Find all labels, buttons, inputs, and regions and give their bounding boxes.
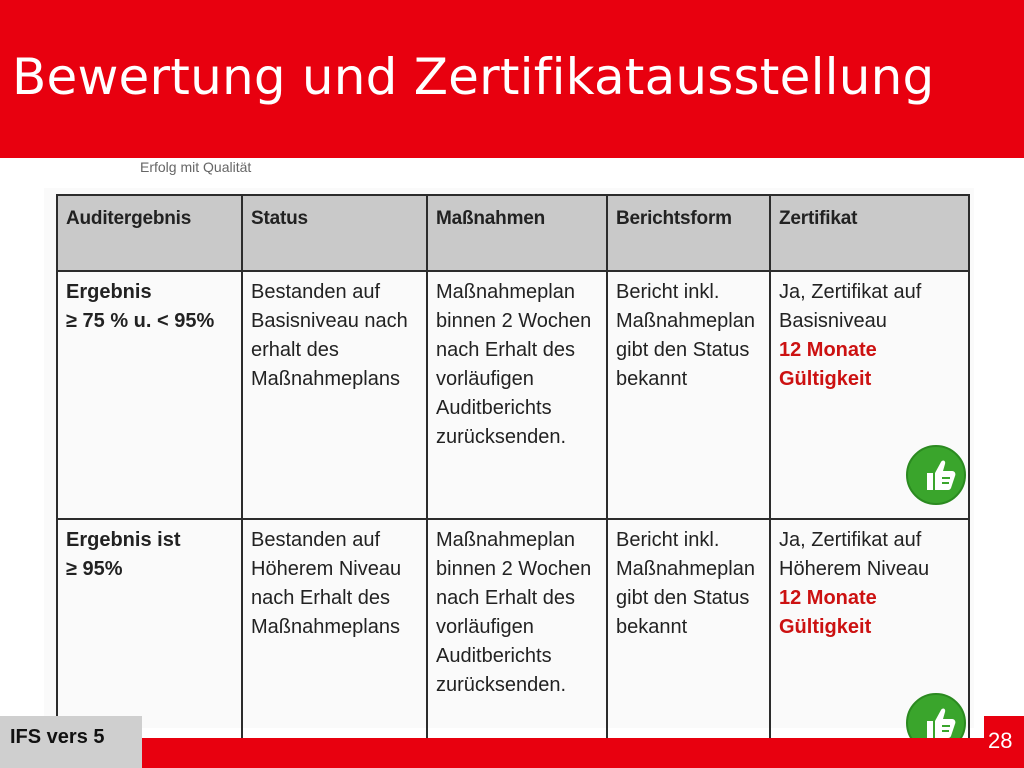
cell-massnahmen-line: Maßnahmeplan: [436, 529, 575, 551]
cell-zertifikat: [770, 271, 969, 519]
thumbs-up-icon: [906, 444, 966, 506]
cell-berichtsform-line: Maßnahmeplan: [616, 558, 755, 580]
validity-line: Gültigkeit: [779, 368, 872, 390]
cell-status-line: Basisniveau nach: [251, 310, 408, 332]
cell-massnahmen-line: Auditberichts: [436, 397, 552, 419]
validity-line: Gültigkeit: [779, 616, 872, 638]
cell-massnahmen-line: Auditberichts: [436, 645, 552, 667]
cell-massnahmen-line: zurücksenden.: [436, 426, 567, 448]
cell-berichtsform: [607, 271, 770, 519]
cell-massnahmen-line: Maßnahmeplan: [436, 281, 575, 303]
cell-zertifikat: [770, 519, 969, 767]
header-berichtsform: Berichtsform: [607, 195, 770, 271]
cell-massnahmen-line: vorläufigen: [436, 368, 534, 390]
slide-title: Bewertung und Zertifikatausstellung: [12, 48, 935, 106]
cell-status: [242, 271, 427, 519]
cell-zertifikat-line: Höherem Niveau: [779, 558, 930, 580]
table-row: [57, 519, 969, 767]
cell-berichtsform-line: bekannt: [616, 368, 688, 390]
cell-berichtsform-line: Bericht inkl.: [616, 281, 720, 303]
cell-berichtsform-line: gibt den Status: [616, 587, 750, 609]
validity-line: 12 Monate: [779, 587, 877, 609]
header-zertifikat: Zertifikat: [770, 195, 969, 271]
cell-status-line: Bestanden auf: [251, 281, 380, 303]
cell-auditergebnis-line: Ergebnis: [66, 281, 152, 303]
cell-massnahmen: [427, 271, 607, 519]
cell-berichtsform: [607, 519, 770, 767]
cell-zertifikat-line: Ja, Zertifikat auf: [779, 529, 922, 551]
table-row: [57, 271, 969, 519]
validity-line: 12 Monate: [779, 339, 877, 361]
cell-massnahmen-line: nach Erhalt des: [436, 339, 575, 361]
cell-massnahmen-line: binnen 2 Wochen: [436, 558, 592, 580]
cell-status-line: Maßnahmeplans: [251, 616, 400, 638]
table-header-row: [57, 195, 969, 271]
cell-massnahmen: [427, 519, 607, 767]
cell-status-line: Bestanden auf: [251, 529, 380, 551]
footer-bar: [142, 738, 1024, 768]
cell-zertifikat-line: Basisniveau: [779, 310, 887, 332]
cell-massnahmen-line: nach Erhalt des: [436, 587, 575, 609]
cell-massnahmen-line: zurücksenden.: [436, 674, 567, 696]
header-massnahmen: Maßnahmen: [427, 195, 607, 271]
table-image-area: [44, 188, 974, 728]
cell-status-line: erhalt des: [251, 339, 339, 361]
cell-berichtsform-line: Maßnahmeplan: [616, 310, 755, 332]
cell-massnahmen-line: vorläufigen: [436, 616, 534, 638]
header-status: Status: [242, 195, 427, 271]
cell-massnahmen-line: binnen 2 Wochen: [436, 310, 592, 332]
cell-status-line: nach Erhalt des: [251, 587, 390, 609]
cell-berichtsform-line: bekannt: [616, 616, 688, 638]
cut-off-caption-text: Erfolg mit Qualität: [140, 159, 252, 175]
cell-zertifikat-line: Ja, Zertifikat auf: [779, 281, 922, 303]
cell-auditergebnis-line: ≥ 75 % u. < 95%: [66, 310, 215, 332]
cell-status: [242, 519, 427, 767]
cell-berichtsform-line: Bericht inkl.: [616, 529, 720, 551]
cut-off-caption: [140, 159, 300, 186]
cell-auditergebnis-line: Ergebnis ist: [66, 529, 181, 551]
cell-auditergebnis-line: ≥ 95%: [66, 558, 123, 580]
page-number: 28: [988, 728, 1013, 753]
footer-label: IFS vers 5: [10, 726, 105, 748]
cell-status-line: Höherem Niveau: [251, 558, 402, 580]
cell-status-line: Maßnahmeplans: [251, 368, 400, 390]
cell-berichtsform-line: gibt den Status: [616, 339, 750, 361]
evaluation-table: [56, 194, 970, 768]
cell-auditergebnis: [57, 271, 242, 519]
header-auditergebnis: Auditergebnis: [57, 195, 242, 271]
